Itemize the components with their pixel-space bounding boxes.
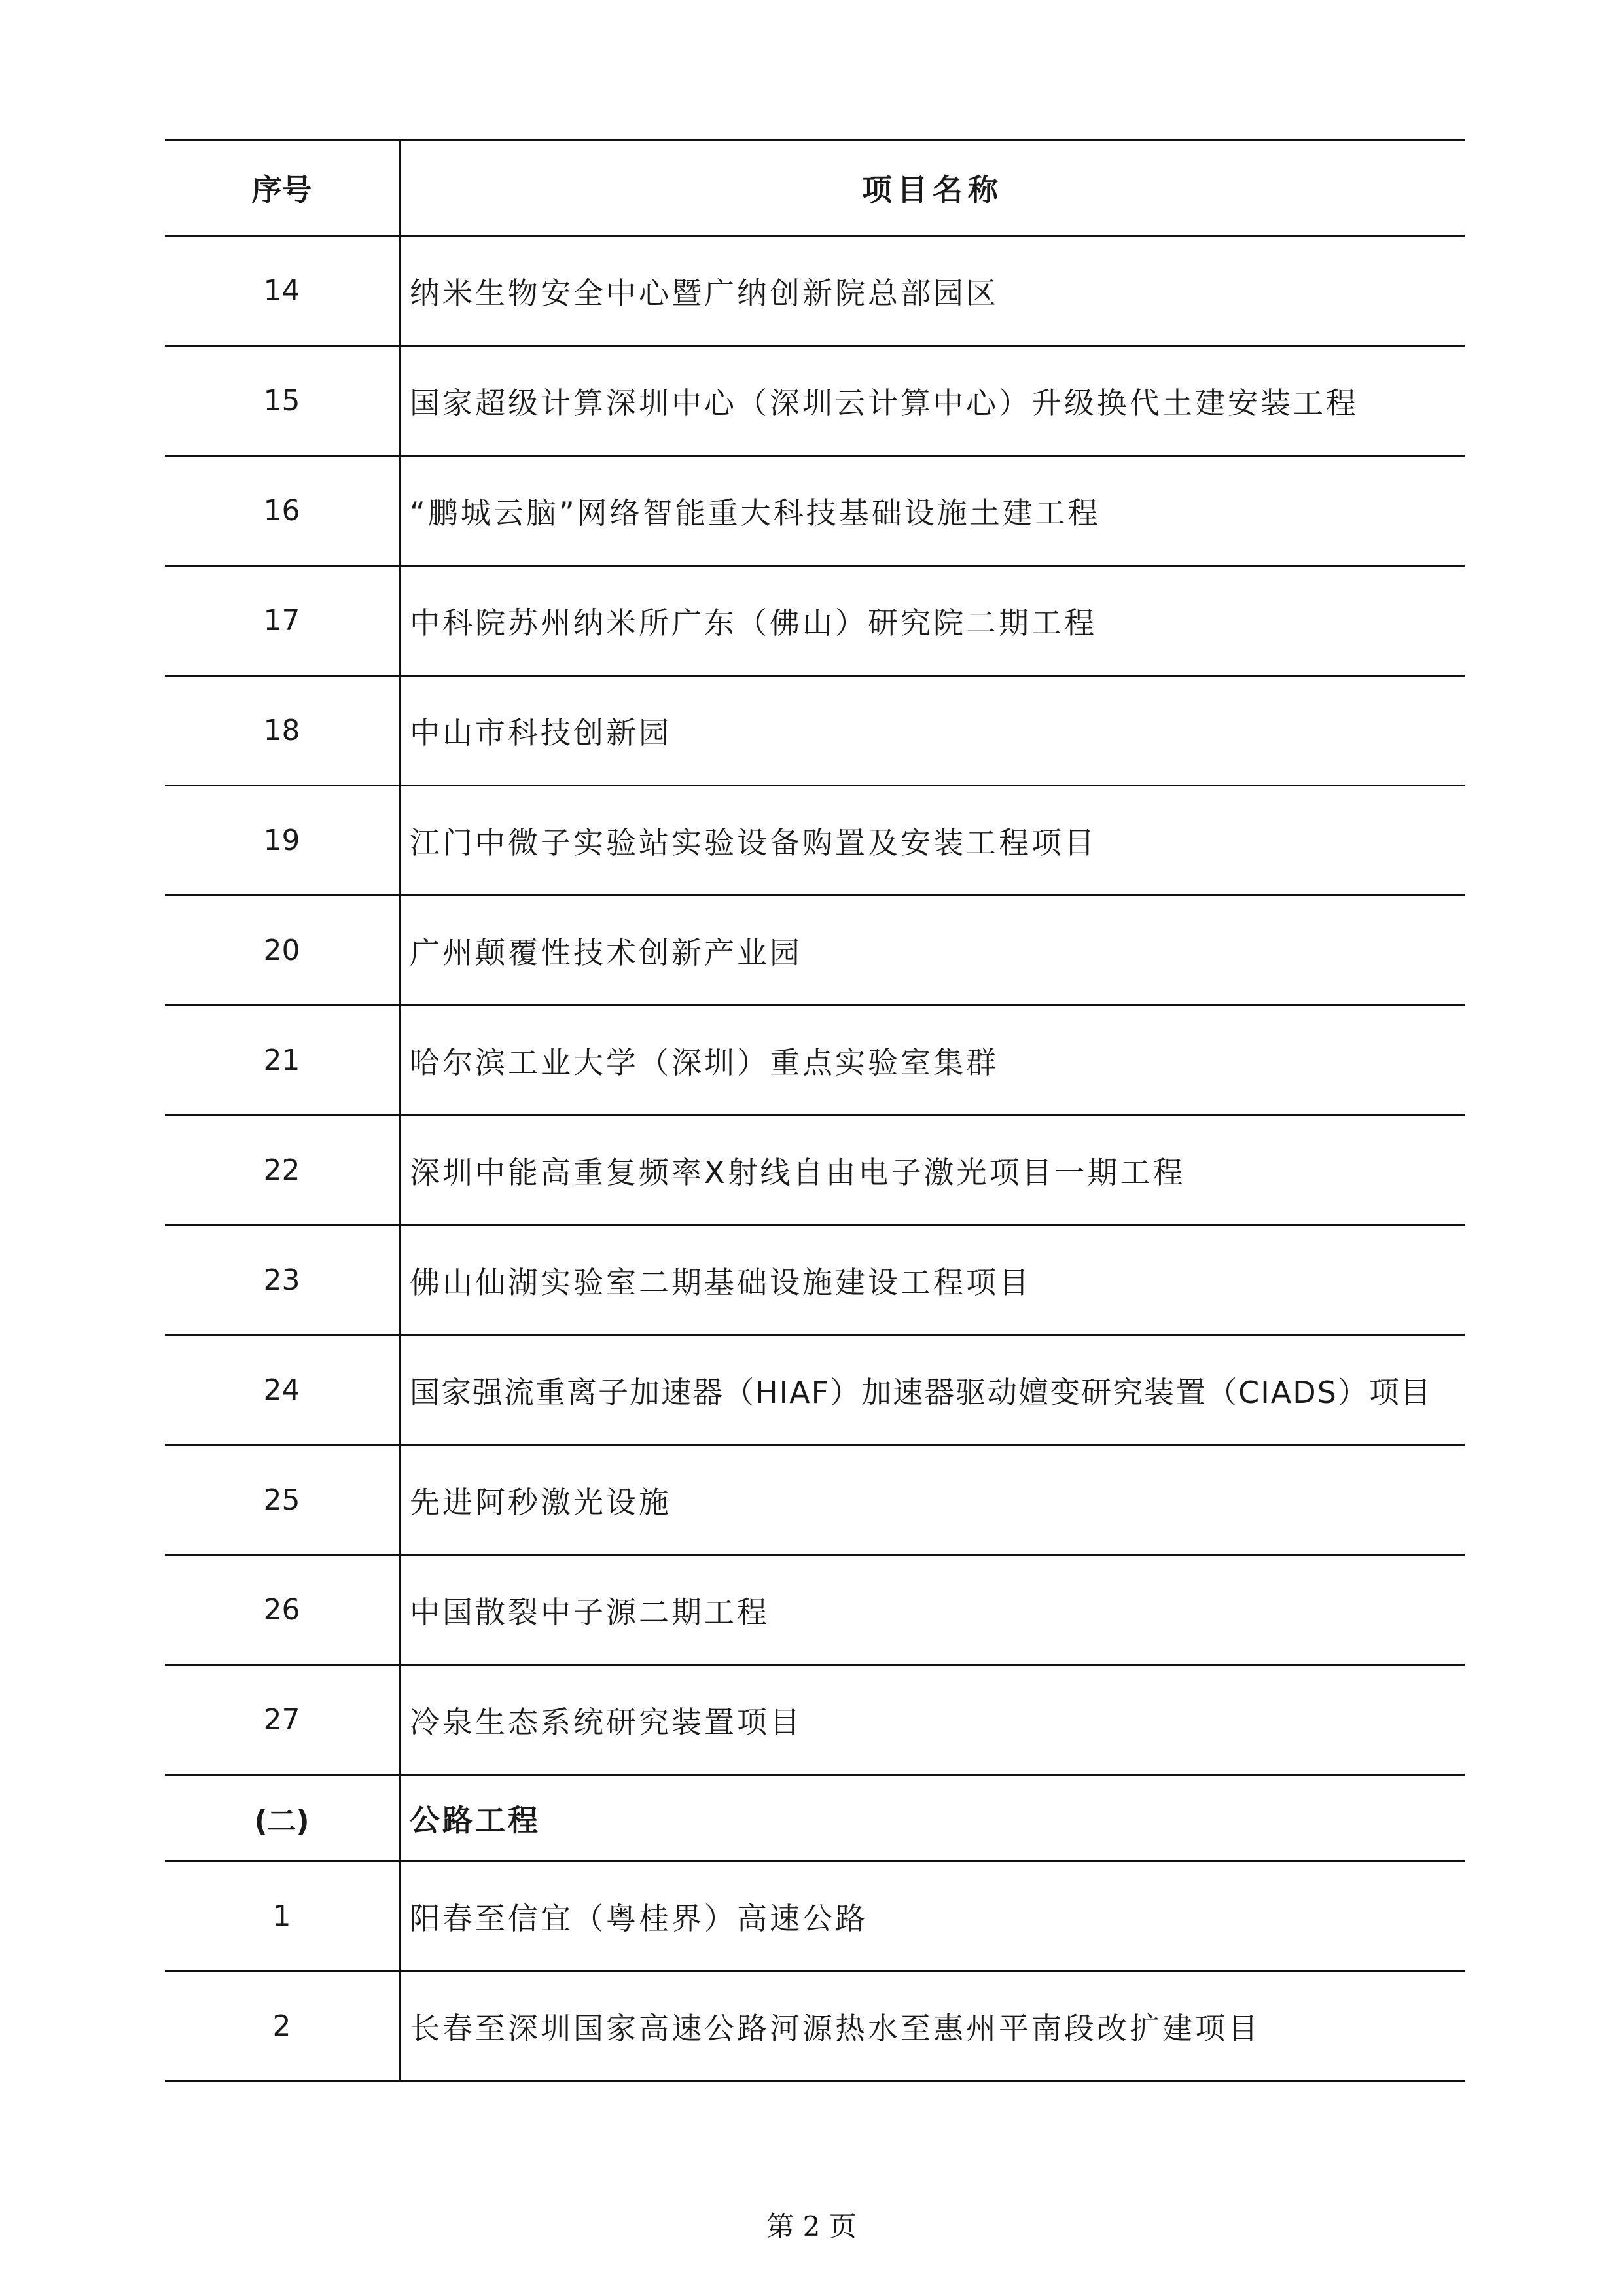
page-number: 第 2 页 bbox=[766, 2210, 857, 2242]
row-name: 国家超级计算深圳中心（深圳云计算中心）升级换代土建安装工程 bbox=[410, 385, 1359, 421]
row-name: 中国散裂中子源二期工程 bbox=[410, 1594, 770, 1630]
table-row bbox=[165, 894, 1465, 1004]
table-row bbox=[165, 1444, 1465, 1554]
row-seq: 17 bbox=[165, 567, 401, 675]
row-seq: 19 bbox=[165, 786, 401, 894]
row-name: 长春至深圳国家高速公路河源热水至惠州平南段改扩建项目 bbox=[410, 2010, 1260, 2046]
row-name: “鹏城云脑”网络智能重大科技基础设施土建工程 bbox=[410, 495, 1101, 531]
row-seq: 15 bbox=[165, 347, 401, 455]
table-row bbox=[165, 1334, 1465, 1444]
row-seq: 26 bbox=[165, 1556, 401, 1664]
section-seq: (二) bbox=[165, 1776, 401, 1860]
header-name: 项目名称 bbox=[862, 172, 1003, 207]
project-table bbox=[165, 139, 1465, 2082]
row-name: 江门中微子实验站实验设备购置及安装工程项目 bbox=[410, 824, 1097, 860]
table-row bbox=[165, 1970, 1465, 2080]
table-row bbox=[165, 1224, 1465, 1334]
row-name: 哈尔滨工业大学（深圳）重点实验室集群 bbox=[410, 1044, 999, 1080]
table-row bbox=[165, 1860, 1465, 1970]
row-seq: 16 bbox=[165, 457, 401, 565]
row-name: 国家强流重离子加速器（HIAF）加速器驱动嬗变研究装置（CIADS）项目 bbox=[410, 1374, 1432, 1410]
row-seq: 21 bbox=[165, 1006, 401, 1114]
table-row bbox=[165, 785, 1465, 894]
row-name: 先进阿秒激光设施 bbox=[410, 1484, 671, 1520]
table-row bbox=[165, 1004, 1465, 1114]
table-row bbox=[165, 675, 1465, 785]
table-row bbox=[165, 565, 1465, 675]
table-row bbox=[165, 235, 1465, 345]
row-seq: 23 bbox=[165, 1226, 401, 1334]
table-row bbox=[165, 345, 1465, 455]
table-row bbox=[165, 1114, 1465, 1224]
row-seq: 2 bbox=[165, 1972, 401, 2080]
row-name: 纳米生物安全中心暨广纳创新院总部园区 bbox=[410, 275, 999, 311]
row-seq: 18 bbox=[165, 677, 401, 785]
table-header bbox=[165, 141, 1465, 235]
row-seq: 14 bbox=[165, 237, 401, 345]
row-seq: 20 bbox=[165, 896, 401, 1004]
row-seq: 24 bbox=[165, 1336, 401, 1444]
row-seq: 1 bbox=[165, 1862, 401, 1970]
table-row bbox=[165, 455, 1465, 565]
header-seq: 序号 bbox=[165, 141, 401, 235]
row-seq: 27 bbox=[165, 1666, 401, 1774]
row-name: 广州颠覆性技术创新产业园 bbox=[410, 934, 802, 970]
section-title: 公路工程 bbox=[410, 1802, 541, 1838]
row-name: 深圳中能高重复频率X射线自由电子激光项目一期工程 bbox=[410, 1154, 1186, 1190]
row-seq: 25 bbox=[165, 1446, 401, 1554]
row-name: 冷泉生态系统研究装置项目 bbox=[410, 1704, 802, 1740]
row-name: 中山市科技创新园 bbox=[410, 715, 671, 751]
row-name: 阳春至信宜（粤桂界）高速公路 bbox=[410, 1900, 868, 1936]
row-name: 佛山仙湖实验室二期基础设施建设工程项目 bbox=[410, 1264, 1031, 1300]
table-row bbox=[165, 1554, 1465, 1664]
table-row bbox=[165, 1664, 1465, 1774]
row-name: 中科院苏州纳米所广东（佛山）研究院二期工程 bbox=[410, 605, 1097, 641]
section-row bbox=[165, 1774, 1465, 1860]
row-seq: 22 bbox=[165, 1116, 401, 1224]
